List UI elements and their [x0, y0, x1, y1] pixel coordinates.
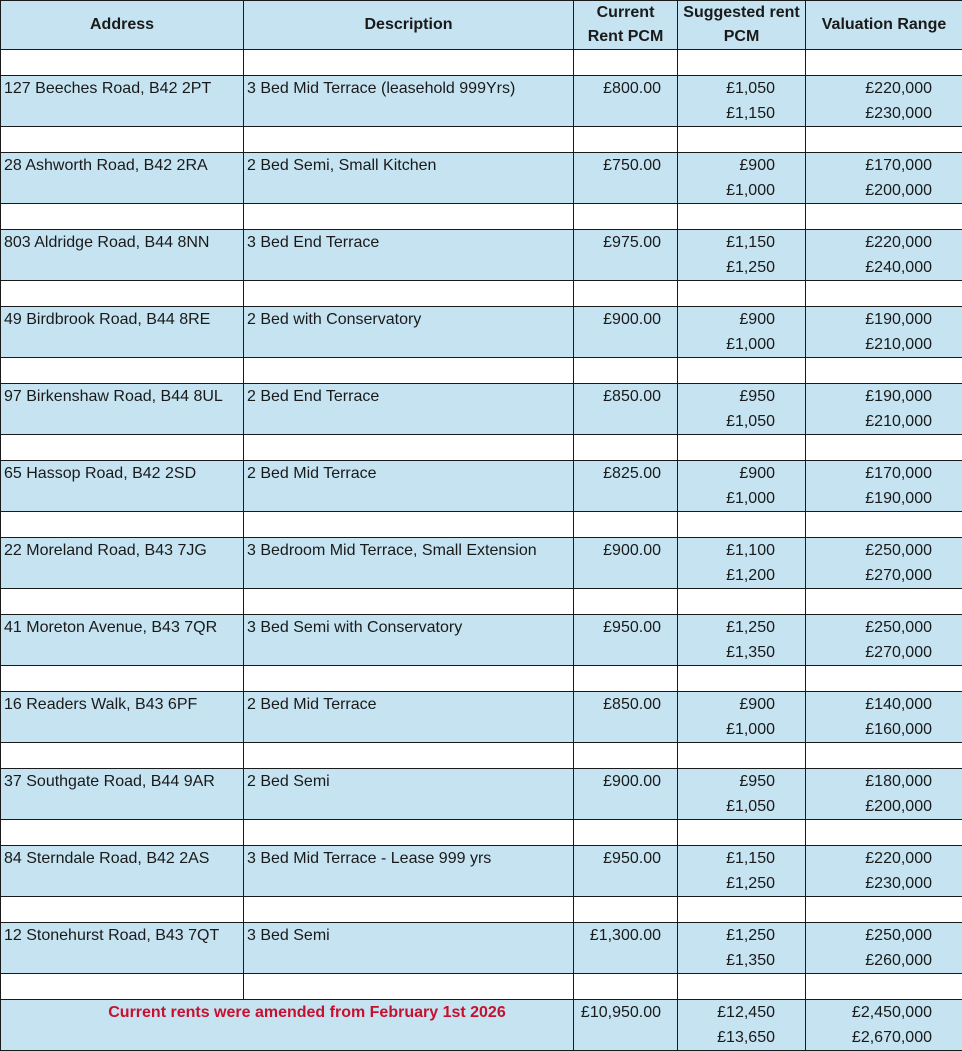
valuation-low: £170,000	[806, 153, 932, 178]
empty-cell	[678, 820, 806, 846]
spacer-row	[1, 743, 962, 769]
suggested-rent-cell	[678, 384, 806, 435]
description-cell	[244, 846, 574, 897]
total-valuation-low: £2,450,000	[806, 1000, 932, 1025]
total-suggested-high: £13,650	[678, 1025, 775, 1050]
description-cell	[244, 230, 574, 281]
table-row	[1, 538, 962, 589]
description-text: 2 Bed with Conservatory	[247, 307, 573, 332]
empty-cell	[244, 589, 574, 615]
valuation-high: £160,000	[806, 717, 932, 742]
valuation-range-cell	[806, 692, 962, 743]
spacer-row	[1, 589, 962, 615]
suggested-rent-high: £1,000	[678, 178, 775, 203]
header-suggested-rent-line1: Suggested rent	[678, 1, 805, 25]
current-rent-cell	[574, 76, 678, 127]
empty-cell	[1, 820, 244, 846]
description-text: 3 Bed Mid Terrace - Lease 999 yrs	[247, 846, 573, 871]
header-suggested-rent-line2: PCM	[678, 25, 805, 49]
current-rent-value: £850.00	[574, 692, 661, 717]
suggested-rent-high: £1,000	[678, 717, 775, 742]
header-valuation-range: Valuation Range	[806, 1, 962, 50]
valuation-high: £210,000	[806, 332, 932, 357]
description-text: 3 Bed Mid Terrace (leasehold 999Yrs)	[247, 76, 573, 101]
spacer-row	[1, 204, 962, 230]
table-row	[1, 153, 962, 204]
suggested-rent-cell	[678, 230, 806, 281]
description-cell	[244, 769, 574, 820]
address-text: 803 Aldridge Road, B44 8NN	[4, 230, 243, 255]
valuation-low: £190,000	[806, 384, 932, 409]
suggested-rent-high: £1,350	[678, 640, 775, 665]
valuation-range-cell	[806, 923, 962, 974]
suggested-rent-high: £1,200	[678, 563, 775, 588]
description-text: 2 Bed Semi	[247, 769, 573, 794]
suggested-rent-low: £1,150	[678, 230, 775, 255]
empty-cell	[244, 743, 574, 769]
empty-cell	[806, 281, 962, 307]
table-row	[1, 307, 962, 358]
suggested-rent-low: £900	[678, 153, 775, 178]
totals-row	[1, 1000, 962, 1051]
empty-cell	[574, 666, 678, 692]
empty-cell	[678, 435, 806, 461]
valuation-low: £220,000	[806, 846, 932, 871]
header-description: Description	[244, 1, 574, 50]
current-rent-value: £750.00	[574, 153, 661, 178]
header-current-rent-line2: Rent PCM	[574, 25, 677, 49]
valuation-low: £170,000	[806, 461, 932, 486]
current-rent-cell	[574, 153, 678, 204]
current-rent-cell	[574, 923, 678, 974]
header-row	[1, 1, 962, 50]
empty-cell	[678, 974, 806, 1000]
empty-cell	[678, 358, 806, 384]
address-text: 84 Sterndale Road, B42 2AS	[4, 846, 243, 871]
valuation-high: £240,000	[806, 255, 932, 280]
empty-cell	[244, 897, 574, 923]
current-rent-value: £800.00	[574, 76, 661, 101]
current-rent-cell	[574, 615, 678, 666]
table-row	[1, 384, 962, 435]
suggested-rent-high: £1,000	[678, 486, 775, 511]
current-rent-cell	[574, 538, 678, 589]
suggested-rent-high: £1,250	[678, 255, 775, 280]
suggested-rent-low: £950	[678, 769, 775, 794]
empty-cell	[574, 512, 678, 538]
empty-cell	[244, 127, 574, 153]
valuation-range-cell	[806, 384, 962, 435]
description-cell	[244, 615, 574, 666]
empty-cell	[806, 820, 962, 846]
empty-cell	[574, 435, 678, 461]
header-suggested-rent	[678, 1, 806, 50]
current-rent-value: £950.00	[574, 846, 661, 871]
empty-cell	[678, 743, 806, 769]
spacer-row	[1, 820, 962, 846]
suggested-rent-cell	[678, 923, 806, 974]
valuation-range-cell	[806, 769, 962, 820]
valuation-low: £180,000	[806, 769, 932, 794]
total-current-rent-cell	[574, 1000, 678, 1051]
address-cell	[1, 384, 244, 435]
spacer-row	[1, 897, 962, 923]
suggested-rent-cell	[678, 76, 806, 127]
empty-cell	[574, 281, 678, 307]
valuation-low: £140,000	[806, 692, 932, 717]
empty-cell	[574, 743, 678, 769]
current-rent-cell	[574, 692, 678, 743]
current-rent-cell	[574, 307, 678, 358]
total-valuation-high: £2,670,000	[806, 1025, 932, 1050]
description-text: 3 Bed End Terrace	[247, 230, 573, 255]
current-rent-value: £900.00	[574, 769, 661, 794]
empty-cell	[1, 358, 244, 384]
empty-cell	[678, 204, 806, 230]
current-rent-value: £900.00	[574, 307, 661, 332]
empty-cell	[244, 204, 574, 230]
empty-cell	[244, 281, 574, 307]
suggested-rent-high: £1,050	[678, 794, 775, 819]
current-rent-cell	[574, 461, 678, 512]
empty-cell	[1, 204, 244, 230]
address-text: 22 Moreland Road, B43 7JG	[4, 538, 243, 563]
total-current-rent: £10,950.00	[574, 1000, 661, 1025]
valuation-range-cell	[806, 307, 962, 358]
suggested-rent-low: £1,250	[678, 923, 775, 948]
suggested-rent-low: £1,050	[678, 76, 775, 101]
empty-cell	[1, 666, 244, 692]
empty-cell	[244, 435, 574, 461]
current-rent-value: £825.00	[574, 461, 661, 486]
header-current-rent	[574, 1, 678, 50]
suggested-rent-high: £1,050	[678, 409, 775, 434]
empty-cell	[574, 897, 678, 923]
suggested-rent-cell	[678, 307, 806, 358]
current-rent-value: £1,300.00	[574, 923, 661, 948]
valuation-range-cell	[806, 76, 962, 127]
empty-cell	[806, 974, 962, 1000]
empty-cell	[1, 897, 244, 923]
empty-cell	[678, 50, 806, 76]
empty-cell	[806, 435, 962, 461]
description-text: 3 Bed Semi	[247, 923, 573, 948]
address-cell	[1, 307, 244, 358]
empty-cell	[574, 358, 678, 384]
valuation-low: £250,000	[806, 538, 932, 563]
empty-cell	[574, 50, 678, 76]
empty-cell	[244, 820, 574, 846]
table-row	[1, 769, 962, 820]
valuation-range-cell	[806, 230, 962, 281]
description-text: 3 Bedroom Mid Terrace, Small Extension	[247, 538, 573, 563]
valuation-low: £250,000	[806, 615, 932, 640]
suggested-rent-high: £1,000	[678, 332, 775, 357]
address-text: 16 Readers Walk, B43 6PF	[4, 692, 243, 717]
address-text: 97 Birkenshaw Road, B44 8UL	[4, 384, 243, 409]
valuation-high: £200,000	[806, 794, 932, 819]
empty-cell	[574, 820, 678, 846]
empty-cell	[1, 435, 244, 461]
description-cell	[244, 692, 574, 743]
address-text: 127 Beeches Road, B42 2PT	[4, 76, 243, 101]
description-cell	[244, 384, 574, 435]
spacer-row	[1, 974, 962, 1000]
address-text: 65 Hassop Road, B42 2SD	[4, 461, 243, 486]
current-rent-cell	[574, 846, 678, 897]
valuation-low: £190,000	[806, 307, 932, 332]
valuation-high: £230,000	[806, 871, 932, 896]
suggested-rent-low: £900	[678, 692, 775, 717]
valuation-low: £220,000	[806, 76, 932, 101]
address-cell	[1, 76, 244, 127]
address-cell	[1, 153, 244, 204]
spacer-row	[1, 512, 962, 538]
valuation-range-cell	[806, 461, 962, 512]
valuation-range-cell	[806, 538, 962, 589]
suggested-rent-cell	[678, 461, 806, 512]
empty-cell	[574, 589, 678, 615]
address-cell	[1, 692, 244, 743]
spacer-row	[1, 281, 962, 307]
empty-cell	[678, 897, 806, 923]
empty-cell	[806, 897, 962, 923]
address-text: 28 Ashworth Road, B42 2RA	[4, 153, 243, 178]
empty-cell	[574, 974, 678, 1000]
table-row	[1, 846, 962, 897]
empty-cell	[244, 512, 574, 538]
table-row	[1, 76, 962, 127]
empty-cell	[806, 358, 962, 384]
address-cell	[1, 230, 244, 281]
address-cell	[1, 461, 244, 512]
address-cell	[1, 846, 244, 897]
table-row	[1, 461, 962, 512]
valuation-range-cell	[806, 615, 962, 666]
header-current-rent-line1: Current	[574, 1, 677, 25]
suggested-rent-high: £1,350	[678, 948, 775, 973]
address-text: 37 Southgate Road, B44 9AR	[4, 769, 243, 794]
empty-cell	[806, 50, 962, 76]
empty-cell	[678, 127, 806, 153]
empty-cell	[806, 204, 962, 230]
empty-cell	[806, 589, 962, 615]
suggested-rent-cell	[678, 769, 806, 820]
suggested-rent-low: £1,250	[678, 615, 775, 640]
description-cell	[244, 307, 574, 358]
suggested-rent-cell	[678, 846, 806, 897]
empty-cell	[244, 666, 574, 692]
address-cell	[1, 615, 244, 666]
current-rent-value: £900.00	[574, 538, 661, 563]
suggested-rent-low: £950	[678, 384, 775, 409]
empty-cell	[244, 358, 574, 384]
empty-cell	[1, 127, 244, 153]
valuation-high: £270,000	[806, 563, 932, 588]
description-text: 2 Bed Mid Terrace	[247, 461, 573, 486]
address-cell	[1, 769, 244, 820]
empty-cell	[574, 127, 678, 153]
table-body	[1, 50, 962, 1051]
empty-cell	[678, 666, 806, 692]
rent-amended-note	[1, 1000, 574, 1051]
empty-cell	[1, 974, 244, 1000]
empty-cell	[806, 666, 962, 692]
empty-cell	[678, 281, 806, 307]
description-text: 2 Bed End Terrace	[247, 384, 573, 409]
empty-cell	[1, 743, 244, 769]
empty-cell	[806, 743, 962, 769]
current-rent-value: £975.00	[574, 230, 661, 255]
table-row	[1, 615, 962, 666]
valuation-high: £260,000	[806, 948, 932, 973]
current-rent-value: £850.00	[574, 384, 661, 409]
valuation-high: £210,000	[806, 409, 932, 434]
address-text: 41 Moreton Avenue, B43 7QR	[4, 615, 243, 640]
suggested-rent-cell	[678, 615, 806, 666]
empty-cell	[574, 204, 678, 230]
suggested-rent-low: £900	[678, 461, 775, 486]
suggested-rent-low: £1,150	[678, 846, 775, 871]
description-cell	[244, 76, 574, 127]
valuation-range-cell	[806, 153, 962, 204]
empty-cell	[806, 127, 962, 153]
address-cell	[1, 538, 244, 589]
empty-cell	[1, 589, 244, 615]
description-cell	[244, 153, 574, 204]
suggested-rent-high: £1,150	[678, 101, 775, 126]
spacer-row	[1, 50, 962, 76]
total-suggested-rent-cell	[678, 1000, 806, 1051]
description-text: 2 Bed Semi, Small Kitchen	[247, 153, 573, 178]
empty-cell	[244, 974, 574, 1000]
address-cell	[1, 923, 244, 974]
suggested-rent-cell	[678, 692, 806, 743]
current-rent-cell	[574, 230, 678, 281]
suggested-rent-cell	[678, 153, 806, 204]
valuation-range-cell	[806, 846, 962, 897]
total-suggested-low: £12,450	[678, 1000, 775, 1025]
empty-cell	[678, 512, 806, 538]
rent-amended-note-text: Current rents were amended from February 1st 2026	[41, 1000, 573, 1025]
current-rent-value: £950.00	[574, 615, 661, 640]
empty-cell	[806, 512, 962, 538]
current-rent-cell	[574, 769, 678, 820]
suggested-rent-high: £1,250	[678, 871, 775, 896]
valuation-high: £230,000	[806, 101, 932, 126]
valuation-low: £250,000	[806, 923, 932, 948]
empty-cell	[1, 512, 244, 538]
current-rent-cell	[574, 384, 678, 435]
description-cell	[244, 538, 574, 589]
empty-cell	[1, 50, 244, 76]
suggested-rent-cell	[678, 538, 806, 589]
table-row	[1, 692, 962, 743]
header-address: Address	[1, 1, 244, 50]
spacer-row	[1, 666, 962, 692]
description-text: 2 Bed Mid Terrace	[247, 692, 573, 717]
table-row	[1, 230, 962, 281]
address-text: 49 Birdbrook Road, B44 8RE	[4, 307, 243, 332]
spacer-row	[1, 435, 962, 461]
table-row	[1, 923, 962, 974]
valuation-low: £220,000	[806, 230, 932, 255]
suggested-rent-low: £1,100	[678, 538, 775, 563]
valuation-high: £270,000	[806, 640, 932, 665]
suggested-rent-low: £900	[678, 307, 775, 332]
empty-cell	[244, 50, 574, 76]
spacer-row	[1, 358, 962, 384]
empty-cell	[678, 589, 806, 615]
valuation-high: £190,000	[806, 486, 932, 511]
empty-cell	[1, 281, 244, 307]
description-cell	[244, 461, 574, 512]
spacer-row	[1, 127, 962, 153]
total-valuation-cell	[806, 1000, 962, 1051]
address-text: 12 Stonehurst Road, B43 7QT	[4, 923, 243, 948]
valuation-high: £200,000	[806, 178, 932, 203]
description-text: 3 Bed Semi with Conservatory	[247, 615, 573, 640]
description-cell	[244, 923, 574, 974]
